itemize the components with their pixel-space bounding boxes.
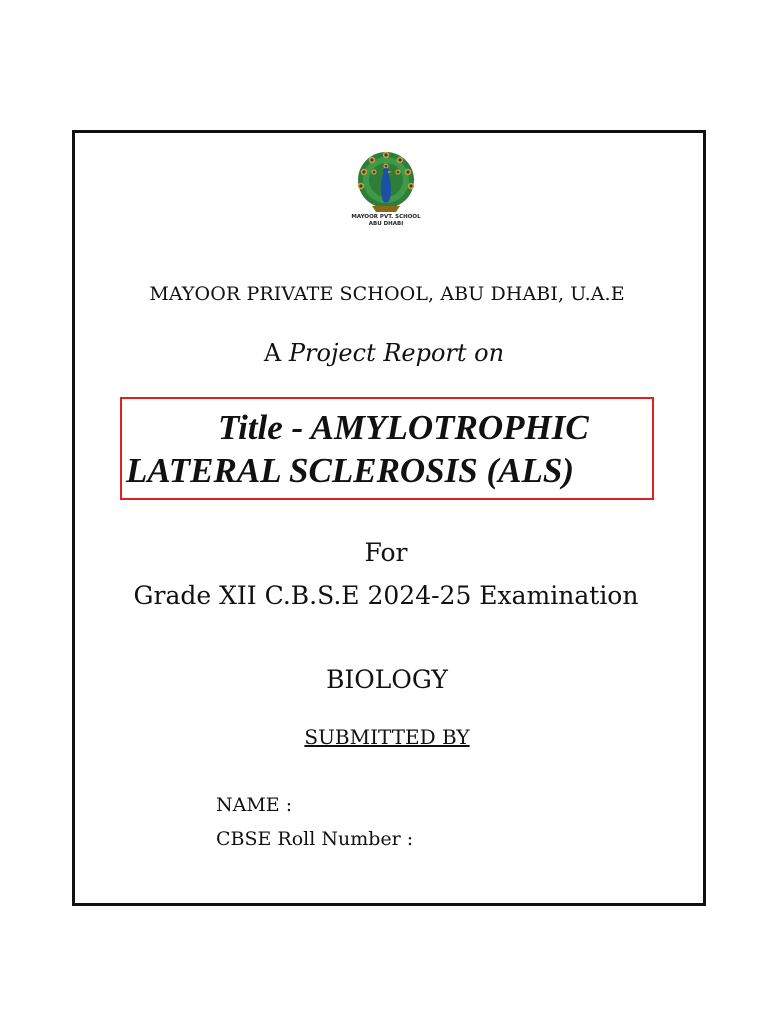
logo-caption [344,214,428,228]
name-field-label: NAME : [216,794,293,816]
logo-caption-line1: MAYOOR PVT. SCHOOL [351,214,421,220]
project-title-line2: LATERAL SCLEROSIS (ALS) [126,451,574,490]
logo-caption-line2: ABU DHABI [368,221,404,227]
report-intro [0,339,768,367]
subject-heading: BIOLOGY [326,665,448,694]
school-name: MAYOOR PRIVATE SCHOOL, ABU DHABI, U.A.E [149,283,625,305]
report-intro-italic: Project Report on [288,339,505,367]
project-title-line1: Title - AMYLOTROPHIC [218,408,589,447]
report-intro-prefix: A [263,339,282,367]
for-label: For [364,538,408,567]
page-border [72,130,706,906]
submitted-by-heading: SUBMITTED BY [304,725,470,749]
roll-number-field-label: CBSE Roll Number : [216,828,414,850]
grade-line: Grade XII C.B.S.E 2024-25 Examination [133,581,639,610]
